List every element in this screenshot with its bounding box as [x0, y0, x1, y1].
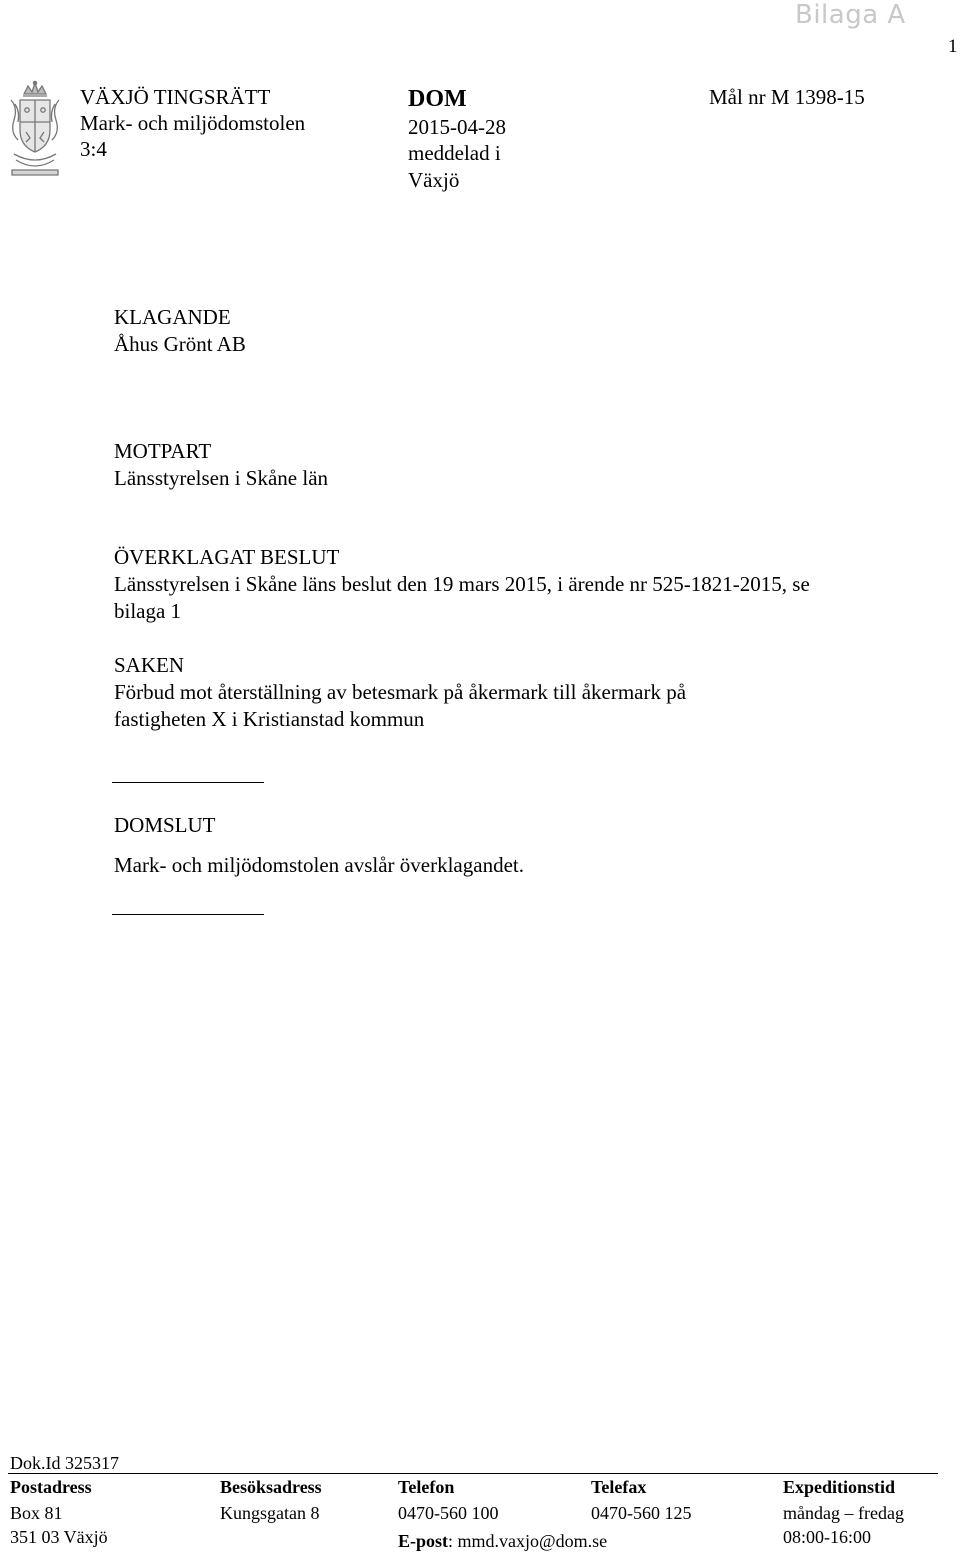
- document-delivered-label: meddelad i: [408, 141, 501, 165]
- page-number: 1: [948, 36, 958, 57]
- footer-header-postadress: Postadress: [10, 1477, 92, 1497]
- court-department: Mark- och miljödomstolen: [80, 111, 306, 135]
- overklagat-beslut-line: bilaga 1: [114, 599, 182, 623]
- case-number: Mål nr M 1398-15: [709, 85, 865, 109]
- footer-email[interactable]: [398, 1530, 607, 1552]
- footer-telefax: 0470-560 125: [591, 1503, 692, 1523]
- footer-divider: [8, 1473, 938, 1474]
- footer-besoksadress: Kungsgatan 8: [220, 1503, 320, 1523]
- document-date: 2015-04-28: [408, 115, 506, 139]
- saken-heading: SAKEN: [114, 653, 185, 677]
- divider: [112, 914, 264, 915]
- footer-header-expeditionstid: Expeditionstid: [783, 1477, 896, 1497]
- domslut-heading: DOMSLUT: [114, 813, 216, 837]
- footer-email-address[interactable]: : mmd.vaxjo@dom.se: [448, 1531, 608, 1551]
- saken-line: fastigheten X i Kristianstad kommun: [114, 707, 425, 731]
- klagande-heading: KLAGANDE: [114, 305, 231, 329]
- footer-header-telefon: Telefon: [398, 1477, 455, 1497]
- divider: [112, 782, 264, 783]
- coat-of-arms-icon: [6, 80, 64, 176]
- footer-postadress-line: Box 81: [10, 1503, 63, 1523]
- footer-postadress-line: 351 03 Växjö: [10, 1527, 108, 1547]
- footer-telefon: 0470-560 100: [398, 1503, 499, 1523]
- watermark-label: Bilaga A: [795, 0, 906, 30]
- court-name: VÄXJÖ TINGSRÄTT: [80, 85, 271, 109]
- motpart-heading: MOTPART: [114, 439, 212, 463]
- footer-expeditionstid-line: 08:00-16:00: [783, 1527, 871, 1547]
- document-id: Dok.Id 325317: [10, 1453, 119, 1473]
- saken-line: Förbud mot återställning av betesmark på åkermark till åkermark på: [114, 680, 687, 704]
- overklagat-beslut-line: Länsstyrelsen i Skåne läns beslut den 19 mars 2015, i ärende nr 525-1821-2015, se: [114, 572, 810, 596]
- court-room: 3:4: [80, 137, 107, 161]
- document-place: Växjö: [408, 168, 460, 192]
- footer-expeditionstid-line: måndag – fredag: [783, 1503, 904, 1523]
- footer-header-telefax: Telefax: [591, 1477, 647, 1497]
- klagande-value: Åhus Grönt AB: [114, 332, 246, 356]
- footer-email-label: E-post: [398, 1531, 449, 1551]
- document-type: DOM: [408, 86, 467, 112]
- domslut-value: Mark- och miljödomstolen avslår överklagandet.: [114, 853, 524, 877]
- overklagat-beslut-heading: ÖVERKLAGAT BESLUT: [114, 545, 340, 569]
- footer-header-besoksadress: Besöksadress: [220, 1477, 322, 1497]
- motpart-value: Länsstyrelsen i Skåne län: [114, 466, 329, 490]
